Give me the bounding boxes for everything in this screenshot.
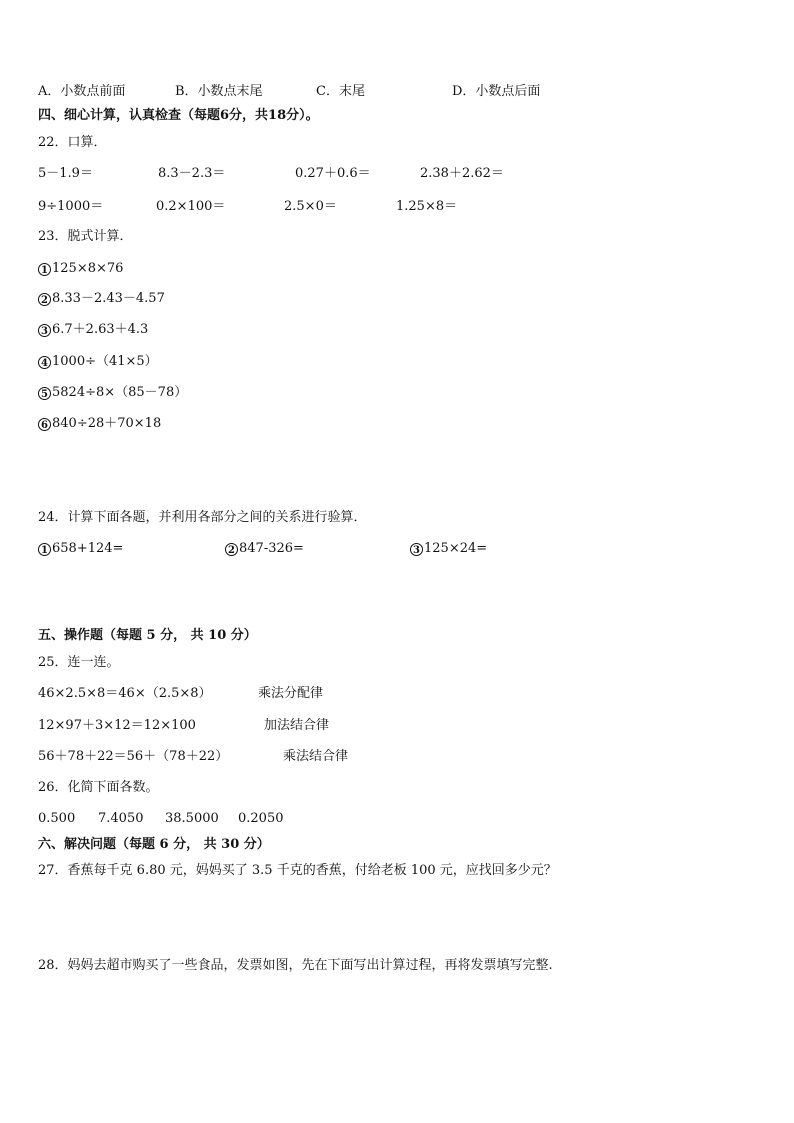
question-24-title: 24．计算下面各题，并利用各部分之间的关系进行验算．	[38, 510, 367, 525]
simplify-value: 0.500	[38, 811, 76, 826]
oral-calc-item: 5－1.9＝	[38, 166, 93, 181]
question-22-title: 22．口算．	[38, 135, 107, 150]
section-heading-6: 六、解决问题（每题 6 分， 共 30 分）	[38, 837, 270, 852]
choice-option-b: B．小数点末尾	[175, 84, 263, 99]
matching-right-item: 乘法分配律	[258, 686, 324, 701]
circled-number: 6	[38, 418, 51, 431]
matching-left-item: 46×2.5×8＝46×（2.5×8）	[38, 686, 212, 701]
question-23-title: 23．脱式计算．	[38, 229, 133, 244]
expression: 840÷28＋70×18	[52, 416, 162, 431]
stepwise-calc-item	[38, 261, 123, 277]
circled-number: 4	[38, 356, 51, 369]
stepwise-calc-item	[38, 354, 158, 370]
choice-option-a: A．小数点前面	[38, 84, 126, 99]
verify-calc-item	[38, 541, 123, 557]
choice-option-c: C．末尾	[316, 84, 365, 99]
simplify-value: 38.5000	[165, 811, 219, 826]
expression: 658+124=	[52, 541, 124, 556]
stepwise-calc-item	[38, 416, 161, 432]
expression: 125×24=	[424, 541, 488, 556]
matching-left-item: 12×97＋3×12＝12×100	[38, 718, 196, 733]
question-28: 28．妈妈去超市购买了一些食品，发票如图，先在下面写出计算过程，再将发票填写完整.	[38, 958, 553, 973]
circled-number: 2	[225, 543, 238, 556]
expression: 6.7＋2.63＋4.3	[52, 322, 149, 337]
circled-number: 5	[38, 387, 51, 400]
verify-calc-item	[410, 541, 487, 557]
section-heading-4: 四、细心计算，认真检查（每题6分，共18分）。	[38, 108, 319, 123]
circled-number: 1	[38, 263, 51, 276]
oral-calc-item: 2.38＋2.62＝	[420, 166, 504, 181]
question-27: 27．香蕉每千克 6.80 元，妈妈买了 3.5 千克的香蕉，付给老板 100 元，应找回多少元？	[38, 863, 557, 878]
circled-number: 3	[38, 324, 51, 337]
section-heading-5: 五、操作题（每题 5 分， 共 10 分）	[38, 628, 257, 643]
stepwise-calc-item	[38, 385, 187, 401]
matching-left-item: 56＋78＋22＝56＋（78＋22）	[38, 749, 229, 764]
oral-calc-item: 0.27＋0.6＝	[295, 166, 371, 181]
oral-calc-item: 8.3－2.3＝	[158, 166, 226, 181]
stepwise-calc-item	[38, 291, 165, 307]
matching-right-item: 乘法结合律	[283, 749, 349, 764]
circled-number: 3	[410, 543, 423, 556]
oral-calc-item: 9÷1000＝	[38, 199, 104, 214]
expression: 5824÷8×（85－78）	[52, 385, 188, 400]
oral-calc-item: 2.5×0＝	[284, 199, 337, 214]
expression: 1000÷（41×5）	[52, 354, 158, 369]
simplify-value: 0.2050	[238, 811, 284, 826]
stepwise-calc-item	[38, 322, 148, 338]
verify-calc-item	[225, 541, 304, 557]
simplify-value: 7.4050	[98, 811, 144, 826]
matching-right-item: 加法结合律	[264, 718, 330, 733]
expression: 8.33－2.43－4.57	[52, 291, 165, 306]
expression: 847-326=	[239, 541, 304, 556]
expression: 125×8×76	[52, 261, 124, 276]
question-26-title: 26．化简下面各数。	[38, 780, 159, 795]
question-25-title: 25．连一连。	[38, 655, 120, 670]
circled-number: 1	[38, 543, 51, 556]
choice-option-d: D．小数点后面	[452, 84, 541, 99]
oral-calc-item: 0.2×100＝	[156, 199, 226, 214]
oral-calc-item: 1.25×8＝	[396, 199, 458, 214]
circled-number: 2	[38, 293, 51, 306]
